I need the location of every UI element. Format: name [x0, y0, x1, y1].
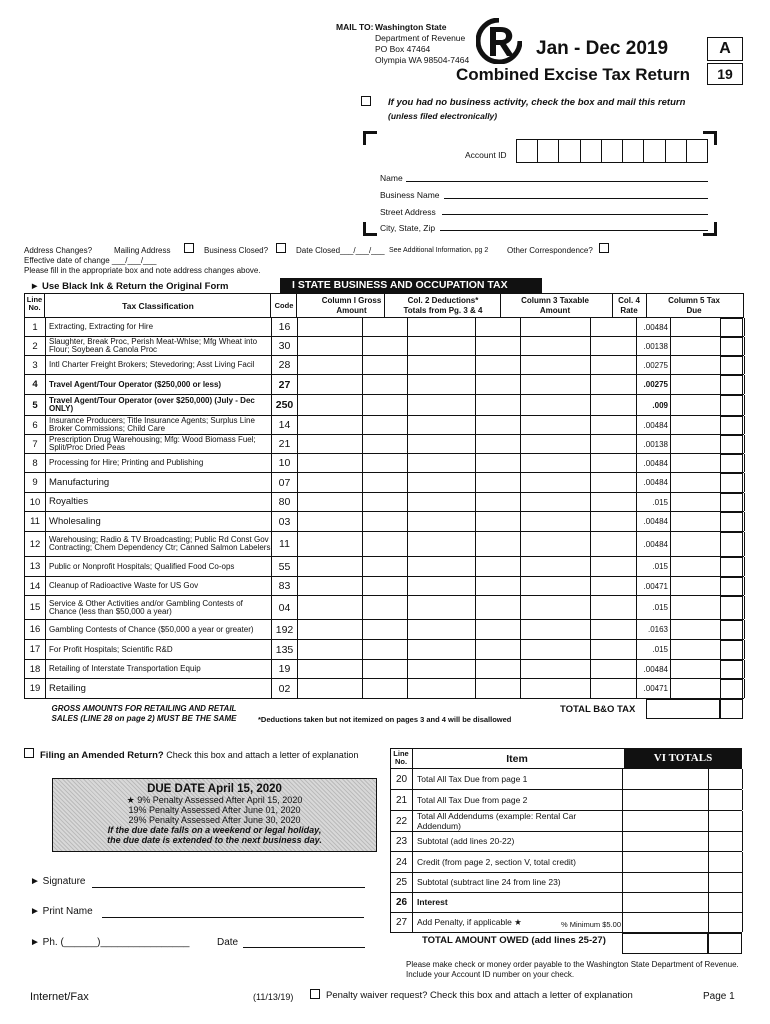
- totals-line-no: 27: [391, 912, 413, 932]
- row-rate: .00484: [637, 318, 671, 336]
- row-code: 27: [272, 375, 298, 394]
- row-deductions-field[interactable]: [408, 512, 521, 531]
- account-id-label: Account ID: [465, 150, 507, 160]
- row-tax-classification: Insurance Producers; Title Insurance Agents; Surplus Line Broker Commissions; Child Care: [46, 416, 272, 434]
- row-tax-classification: Prescription Drug Warehousing; Mfg: Wood Biomass Fuel; Split/Proc Dried Peas: [46, 435, 272, 453]
- row-code: 02: [272, 679, 298, 698]
- row-tax-due-cents-field[interactable]: [720, 596, 743, 620]
- row-line-no: 3: [25, 356, 46, 374]
- totals-line-no: 20: [391, 769, 413, 789]
- deductions-note: *Deductions taken but not itemized on pages 3 and 4 will be disallowed: [258, 715, 512, 724]
- tax-row-5: [24, 395, 744, 416]
- row-line-no: 5: [25, 395, 46, 415]
- penalty-line-3-text: 29% Penalty Assessed After June 30, 2020: [128, 815, 301, 825]
- row-gross-amount-field[interactable]: [298, 557, 408, 576]
- tax-row-15: [24, 596, 744, 620]
- row-tax-classification: Cleanup of Radioactive Waste for US Gov: [46, 577, 272, 595]
- city-state-zip-label: City, State, Zip: [380, 223, 436, 233]
- row-gross-amount-field[interactable]: [298, 532, 408, 556]
- row-deductions-field[interactable]: [408, 640, 521, 659]
- totals-row-21: [390, 790, 742, 811]
- row-taxable-amount-field[interactable]: [521, 435, 637, 453]
- due-date-note-1: If the due date falls on a weekend or legal holiday,: [107, 825, 322, 835]
- row-tax-classification: Service & Other Activities and/or Gambling Contests of Chance (less than $50,000 a year): [46, 596, 272, 619]
- row-code: 03: [272, 512, 298, 531]
- totals-amount-field[interactable]: [623, 872, 743, 892]
- row-tax-classification: Wholesaling: [46, 512, 272, 531]
- row-tax-due-cents-field[interactable]: [720, 640, 743, 660]
- corner-bracket: [363, 222, 377, 236]
- print-name-field[interactable]: [102, 917, 364, 918]
- form-year-box: [707, 63, 743, 85]
- due-date-title: DUE DATE April 15, 2020: [147, 783, 282, 795]
- col-gross-amount: Column I Gross Amount: [321, 296, 382, 315]
- row-line-no: 11: [25, 512, 46, 531]
- row-rate: .00484: [637, 416, 671, 434]
- row-line-no: 19: [25, 679, 46, 698]
- totals-item: Interest: [413, 892, 623, 912]
- totals-row-26: [390, 892, 742, 913]
- col-deductions: Col. 2 Deductions* Totals from Pg. 3 & 4: [403, 296, 483, 315]
- row-rate: .00471: [637, 577, 671, 595]
- row-tax-classification: Retailing: [46, 679, 272, 698]
- totals-amount-field[interactable]: [623, 811, 743, 831]
- totals-amount-field[interactable]: [623, 790, 743, 810]
- business-closed-checkbox[interactable]: [276, 243, 286, 253]
- row-taxable-amount-field[interactable]: [521, 337, 637, 355]
- total-bo-field[interactable]: [646, 699, 720, 719]
- row-deductions-field[interactable]: [408, 577, 521, 595]
- total-amount-owed-field[interactable]: [622, 933, 708, 954]
- row-deductions-field[interactable]: [408, 557, 521, 576]
- row-tax-due-cents-field[interactable]: [720, 532, 743, 557]
- form-letter: A: [719, 40, 731, 57]
- form-year: 19: [717, 66, 733, 82]
- row-tax-classification: Royalties: [46, 493, 272, 511]
- row-line-no: 10: [25, 493, 46, 511]
- row-deductions-field[interactable]: [408, 318, 521, 336]
- row-code: 19: [272, 660, 298, 678]
- tax-row-2: [24, 337, 744, 356]
- col-tax-due: Column 5 Tax Due: [668, 296, 720, 315]
- row-line-no: 14: [25, 577, 46, 595]
- due-date-note-2: the due date is extended to the next business day.: [107, 835, 322, 845]
- business-name-field[interactable]: [444, 198, 708, 199]
- row-code: 30: [272, 337, 298, 355]
- print-name-label: ► Print Name: [30, 906, 93, 917]
- row-taxable-amount-field[interactable]: [521, 356, 637, 374]
- row-rate: .015: [637, 493, 671, 511]
- row-taxable-amount-field[interactable]: [521, 416, 637, 434]
- tax-row-13: [24, 557, 744, 577]
- signature-label: ► Signature: [30, 876, 86, 887]
- street-address-label: Street Address: [380, 207, 436, 217]
- row-gross-amount-field[interactable]: [298, 640, 408, 659]
- gross-amounts-note: GROSS AMOUNTS FOR RETAILING AND RETAIL SALES (LINE 28 on page 2) MUST BE THE SAME: [51, 704, 237, 723]
- row-rate: .00484: [637, 532, 671, 556]
- corner-bracket: [703, 222, 717, 236]
- fill-note: Please fill in the appropriate box and note address changes above.: [24, 266, 261, 275]
- row-deductions-field[interactable]: [408, 596, 521, 619]
- row-code: 04: [272, 596, 298, 619]
- row-rate: .00484: [637, 473, 671, 492]
- penalty-line-2-text: 19% Penalty Assessed After June 01, 2020: [128, 805, 301, 815]
- col-tax-classification: Tax Classification: [122, 301, 194, 311]
- row-rate: .00275: [637, 356, 671, 374]
- row-rate: .009: [637, 395, 671, 415]
- row-rate: .015: [637, 640, 671, 659]
- row-gross-amount-field[interactable]: [298, 493, 408, 511]
- totals-row-20: [390, 769, 742, 790]
- tax-row-12: [24, 532, 744, 557]
- row-code: 55: [272, 557, 298, 576]
- row-tax-classification: Retailing of Interstate Transportation Equip: [46, 660, 272, 678]
- row-taxable-amount-field[interactable]: [521, 512, 637, 531]
- totals-cents-divider: [708, 769, 709, 933]
- address-changes-label: Address Changes?: [24, 246, 93, 255]
- effective-date-label: Effective date of change ___/___/___: [24, 256, 157, 265]
- due-date-box: [52, 778, 377, 852]
- row-code: 21: [272, 435, 298, 453]
- row-tax-due-cents-field[interactable]: [720, 416, 743, 435]
- row-tax-classification: Processing for Hire; Printing and Publishing: [46, 454, 272, 472]
- name-label: Name: [380, 173, 403, 183]
- business-name-label: Business Name: [380, 190, 440, 200]
- penalty-line-3: [53, 815, 376, 825]
- row-gross-amount-field[interactable]: [298, 356, 408, 374]
- row-tax-due-cents-field[interactable]: [720, 577, 743, 596]
- totals-line-no: 22: [391, 811, 413, 831]
- totals-item: Total All Addendums (example: Rental Car Addendum): [413, 811, 623, 831]
- tax-row-6: [24, 416, 744, 435]
- row-rate: .015: [637, 596, 671, 619]
- row-tax-due-cents-field[interactable]: [720, 356, 743, 375]
- row-code: 250: [272, 395, 298, 415]
- row-rate: .00138: [637, 435, 671, 453]
- col-taxable-amount: Column 3 Taxable Amount: [521, 296, 589, 315]
- row-gross-amount-field[interactable]: [298, 679, 408, 698]
- row-deductions-field[interactable]: [408, 454, 521, 472]
- row-taxable-amount-field[interactable]: [521, 679, 637, 698]
- totals-row-24: [390, 852, 742, 873]
- row-rate: .0163: [637, 620, 671, 639]
- row-tax-classification: Public or Nonprofit Hospitals; Qualified Food Co-ops: [46, 557, 272, 576]
- other-correspondence-label: Other Correspondence?: [507, 246, 593, 255]
- row-tax-classification: Travel Agent/Tour Operator (over $250,000) (July - Dec ONLY): [46, 395, 272, 415]
- row-taxable-amount-field[interactable]: [521, 454, 637, 472]
- dor-logo-icon: [476, 18, 522, 64]
- totals-amount-field[interactable]: [623, 892, 743, 912]
- row-deductions-field[interactable]: [408, 356, 521, 374]
- totals-row-23: [390, 831, 742, 852]
- penalty-waiver-text: Penalty waiver request? Check this box and attach a letter of explanation: [326, 990, 633, 1001]
- row-tax-due-cents-field[interactable]: [720, 435, 743, 454]
- totals-line-no: 24: [391, 852, 413, 872]
- totals-line-no: 25: [391, 872, 413, 892]
- mail-address-line-3: PO Box 47464: [375, 44, 431, 54]
- penalty-minimum: % Minimum $5.00: [561, 920, 622, 929]
- row-line-no: 6: [25, 416, 46, 434]
- row-tax-classification: Manufacturing: [46, 473, 272, 492]
- row-gross-amount-field[interactable]: [298, 596, 408, 619]
- totals-line-no: 23: [391, 831, 413, 851]
- row-deductions-field[interactable]: [408, 435, 521, 453]
- row-gross-amount-field[interactable]: [298, 337, 408, 355]
- row-line-no: 8: [25, 454, 46, 472]
- amended-return-text: [40, 750, 358, 761]
- row-line-no: 18: [25, 660, 46, 678]
- row-tax-classification: Gambling Contests of Chance ($50,000 a year or greater): [46, 620, 272, 639]
- form-letter-box: [707, 37, 743, 61]
- row-line-no: 2: [25, 337, 46, 355]
- row-rate: .00138: [637, 337, 671, 355]
- row-tax-classification: Extracting, Extracting for Hire: [46, 318, 272, 336]
- totals-row-25: [390, 872, 742, 893]
- totals-item: Credit (from page 2, section V, total credit): [413, 852, 623, 872]
- totals-item: Subtotal (add lines 20-22): [413, 831, 623, 851]
- tax-row-9: [24, 473, 744, 493]
- row-line-no: 12: [25, 532, 46, 556]
- row-tax-classification: Slaughter, Break Proc, Perish Meat-Whlse; Mfg Wheat into Flour; Soybean & Canola Proc: [46, 337, 272, 355]
- row-taxable-amount-field[interactable]: [521, 640, 637, 659]
- row-gross-amount-field[interactable]: [298, 416, 408, 434]
- penalty-line-1-text: ★ 9% Penalty Assessed After April 15, 2020: [126, 795, 303, 805]
- row-code: 14: [272, 416, 298, 434]
- row-taxable-amount-field[interactable]: [521, 532, 637, 556]
- date-closed-label: Date Closed___/___/___: [296, 246, 385, 255]
- row-taxable-amount-field[interactable]: [521, 375, 637, 394]
- cents-divider: [590, 318, 591, 699]
- signature-field[interactable]: [92, 887, 365, 888]
- tax-row-3: [24, 356, 744, 375]
- row-deductions-field[interactable]: [408, 679, 521, 698]
- row-tax-classification: Warehousing; Radio & TV Broadcasting; Public Rd Const Gov Contracting; Chem Dependency Ctr; Canned Salmon Labelers: [46, 532, 272, 556]
- row-taxable-amount-field[interactable]: [521, 660, 637, 678]
- row-deductions-field[interactable]: [408, 493, 521, 511]
- row-rate: .00484: [637, 660, 671, 678]
- row-tax-classification: Travel Agent/Tour Operator ($250,000 or less): [46, 375, 272, 394]
- row-deductions-field[interactable]: [408, 660, 521, 678]
- date-label: Date: [217, 937, 239, 948]
- row-tax-classification: For Profit Hospitals; Scientific R&D: [46, 640, 272, 659]
- totals-item: Subtotal (subtract line 24 from line 23): [413, 872, 623, 892]
- row-gross-amount-field[interactable]: [298, 435, 408, 453]
- business-closed-label: Business Closed?: [204, 246, 269, 255]
- totals-item: Total All Tax Due from page 2: [413, 790, 623, 810]
- mail-address-line-4: Olympia WA 98504-7464: [375, 55, 470, 65]
- row-tax-due-cents-field[interactable]: [720, 660, 743, 679]
- row-tax-due-cents-field[interactable]: [720, 493, 743, 512]
- row-code: 07: [272, 473, 298, 492]
- no-activity-text: If you had no business activity, check the box and mail this return: [388, 97, 686, 108]
- use-black-ink-note: ► Use Black Ink & Return the Original Form: [30, 281, 229, 292]
- section1-title: I STATE BUSINESS AND OCCUPATION TAX: [280, 278, 542, 293]
- no-activity-checkbox[interactable]: [361, 96, 371, 106]
- row-tax-due-cents-field[interactable]: [720, 679, 743, 699]
- row-code: 10: [272, 454, 298, 472]
- col-rate: Col. 4 Rate: [618, 296, 640, 315]
- footer-date: (11/13/19): [253, 992, 294, 1002]
- row-tax-due-cents-field[interactable]: [720, 473, 743, 493]
- street-address-field[interactable]: [442, 214, 708, 215]
- tax-row-16: [24, 620, 744, 640]
- cents-divider: [362, 318, 363, 699]
- section6-totals-title: VI TOTALS: [624, 748, 742, 769]
- row-gross-amount-field[interactable]: [298, 660, 408, 678]
- row-deductions-field[interactable]: [408, 473, 521, 492]
- row-line-no: 17: [25, 640, 46, 659]
- row-deductions-field[interactable]: [408, 395, 521, 415]
- total-amount-owed-label: TOTAL AMOUNT OWED (add lines 25-27): [422, 935, 606, 946]
- row-line-no: 9: [25, 473, 46, 492]
- penalty-waiver-checkbox[interactable]: [310, 989, 320, 999]
- other-correspondence-checkbox[interactable]: [599, 243, 609, 253]
- mailing-address-checkbox[interactable]: [184, 243, 194, 253]
- period-heading: Jan - Dec 2019: [536, 38, 669, 59]
- footer-internet-fax: Internet/Fax: [30, 991, 89, 1003]
- row-taxable-amount-field[interactable]: [521, 577, 637, 595]
- row-tax-due-cents-field[interactable]: [720, 318, 743, 337]
- row-code: 192: [272, 620, 298, 639]
- total-bo-cents-field[interactable]: [720, 699, 743, 719]
- tax-row-17: [24, 640, 744, 660]
- totals-line-no: 21: [391, 790, 413, 810]
- footer-page-number: Page 1: [703, 991, 735, 1002]
- row-tax-due-cents-field[interactable]: [720, 620, 743, 640]
- mailing-address-label: Mailing Address: [114, 246, 171, 255]
- row-code: 80: [272, 493, 298, 511]
- totals-amount-field[interactable]: [623, 769, 743, 789]
- cents-divider: [475, 318, 476, 699]
- totals-amount-field[interactable]: [623, 831, 743, 851]
- city-state-zip-field[interactable]: [440, 230, 708, 231]
- mail-address-line-1: Washington State: [375, 22, 447, 32]
- row-line-no: 1: [25, 318, 46, 336]
- tax-row-19: [24, 679, 744, 699]
- row-rate: .00275: [637, 375, 671, 394]
- row-tax-classification: Intl Charter Freight Brokers; Stevedoring; Asst Living Facil: [46, 356, 272, 374]
- row-gross-amount-field[interactable]: [298, 318, 408, 336]
- row-tax-due-cents-field[interactable]: [720, 512, 743, 532]
- amended-return-bold: Filing an Amended Return?: [40, 750, 164, 761]
- row-rate: .00484: [637, 454, 671, 472]
- row-gross-amount-field[interactable]: [298, 375, 408, 394]
- row-taxable-amount-field[interactable]: [521, 620, 637, 639]
- no-activity-subtext: (unless filed electronically): [388, 111, 498, 121]
- row-line-no: 15: [25, 596, 46, 619]
- row-taxable-amount-field[interactable]: [521, 395, 637, 415]
- row-tax-due-cents-field[interactable]: [720, 375, 743, 395]
- row-code: 135: [272, 640, 298, 659]
- row-deductions-field[interactable]: [408, 532, 521, 556]
- account-id-field[interactable]: [516, 139, 708, 163]
- row-taxable-amount-field[interactable]: [521, 473, 637, 492]
- row-code: 11: [272, 532, 298, 556]
- row-taxable-amount-field[interactable]: [521, 596, 637, 619]
- date-field[interactable]: [243, 947, 365, 948]
- mail-address-line-2: Department of Revenue: [375, 33, 466, 43]
- row-code: 28: [272, 356, 298, 374]
- row-deductions-field[interactable]: [408, 337, 521, 355]
- section6-line-no: Line No.: [393, 749, 409, 766]
- phone-label: ► Ph. (______)________________: [30, 937, 190, 948]
- row-gross-amount-field[interactable]: [298, 395, 408, 415]
- tax-row-14: [24, 577, 744, 596]
- totals-item: Total All Tax Due from page 1: [413, 769, 623, 789]
- row-deductions-field[interactable]: [408, 620, 521, 639]
- form-title: Combined Excise Tax Return: [456, 65, 690, 84]
- totals-amount-field[interactable]: [623, 852, 743, 872]
- tax-row-7: [24, 435, 744, 454]
- row-gross-amount-field[interactable]: [298, 577, 408, 595]
- name-field[interactable]: [406, 181, 708, 182]
- row-gross-amount-field[interactable]: [298, 454, 408, 472]
- penalty-line-2: [53, 805, 376, 815]
- totals-amount-field[interactable]: [623, 912, 743, 932]
- section6-item: Item: [506, 753, 528, 765]
- row-gross-amount-field[interactable]: [298, 620, 408, 639]
- amended-return-instruction: Check this box and attach a letter of explanation: [166, 750, 359, 760]
- row-rate: .015: [637, 557, 671, 576]
- row-code: 16: [272, 318, 298, 336]
- row-line-no: 4: [25, 375, 46, 394]
- row-tax-due-cents-field[interactable]: [720, 395, 743, 416]
- see-additional-info: See Additional Information, pg 2: [389, 247, 489, 254]
- row-tax-due-cents-field[interactable]: [720, 557, 743, 577]
- tax-row-11: [24, 512, 744, 532]
- row-deductions-field[interactable]: [408, 375, 521, 394]
- col-line-no: Line No.: [26, 295, 43, 312]
- row-deductions-field[interactable]: [408, 416, 521, 434]
- row-rate: .00471: [637, 679, 671, 698]
- tax-row-18: [24, 660, 744, 679]
- row-line-no: 16: [25, 620, 46, 639]
- tax-row-10: [24, 493, 744, 512]
- totals-line-no: 26: [391, 892, 413, 912]
- col-code: Code: [274, 301, 294, 310]
- penalty-line-1: [53, 795, 376, 805]
- row-line-no: 13: [25, 557, 46, 576]
- row-tax-due-cents-field[interactable]: [720, 337, 743, 356]
- corner-bracket: [363, 131, 377, 145]
- row-tax-due-cents-field[interactable]: [720, 454, 743, 473]
- row-line-no: 7: [25, 435, 46, 453]
- totals-item: Add Penalty, if applicable ★: [413, 912, 623, 932]
- total-amount-owed-cents-field[interactable]: [708, 933, 742, 954]
- tax-row-4: [24, 375, 744, 395]
- row-gross-amount-field[interactable]: [298, 473, 408, 492]
- tax-row-8: [24, 454, 744, 473]
- total-bo-label: TOTAL B&O TAX: [560, 704, 636, 715]
- mail-to-label: MAIL TO:: [336, 22, 374, 32]
- row-code: 83: [272, 577, 298, 595]
- row-taxable-amount-field[interactable]: [521, 493, 637, 511]
- row-rate: .00484: [637, 512, 671, 531]
- payable-note: Please make check or money order payable to the Washington State Department of Revenue. Include your Account ID number on your check.: [406, 960, 739, 979]
- totals-row-22: [390, 811, 742, 832]
- row-taxable-amount-field[interactable]: [521, 557, 637, 576]
- row-taxable-amount-field[interactable]: [521, 318, 637, 336]
- tax-row-1: [24, 318, 744, 337]
- row-gross-amount-field[interactable]: [298, 512, 408, 531]
- amended-return-checkbox[interactable]: [24, 748, 34, 758]
